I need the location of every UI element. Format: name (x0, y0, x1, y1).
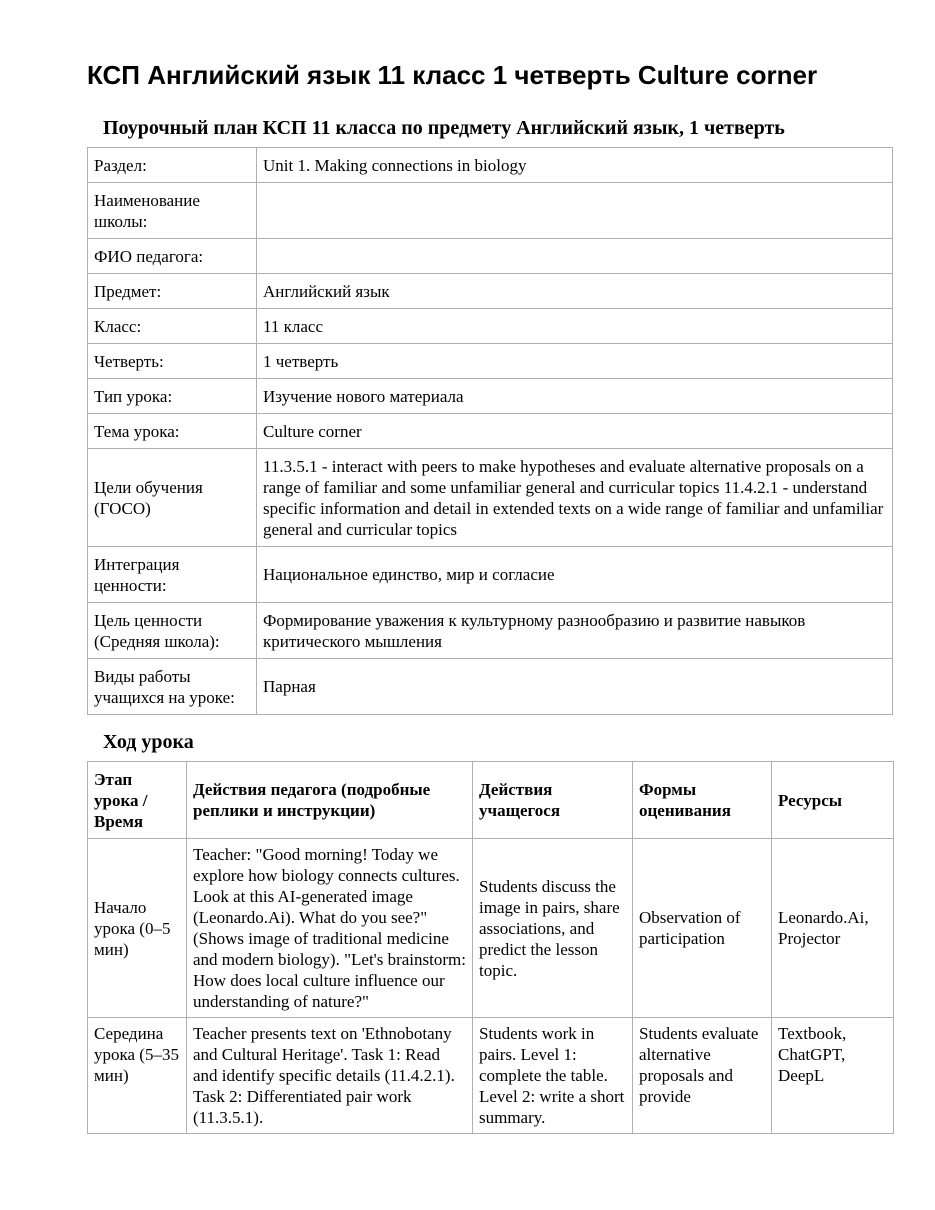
info-row-topic (88, 414, 893, 449)
info-row-subject (88, 274, 893, 309)
plan-info-table (87, 147, 893, 715)
info-row-value-goal (88, 603, 893, 659)
info-row-grade (88, 309, 893, 344)
info-row-quarter (88, 344, 893, 379)
info-value (257, 239, 893, 274)
info-value: Изучение нового материала (257, 379, 893, 414)
cell-student-actions: Students discuss the image in pairs, share associations, and predict the lesson topic. (473, 839, 633, 1018)
cell-teacher-actions: Teacher: "Good morning! Today we explore how biology connects cultures. Look at this AI-generated image (Leonardo.Ai). What do you see?" (Shows image of traditional medicine and modern biology). "Let's brainstorm: How does local culture influence our understanding of nature?" (187, 839, 473, 1018)
info-value: Национальное единство, мир и согласие (257, 547, 893, 603)
info-value: Английский язык (257, 274, 893, 309)
lesson-progress-table (87, 761, 894, 1134)
cell-resources: Textbook, ChatGPT, DeepL (772, 1018, 894, 1134)
header-resources: Ресурсы (772, 762, 894, 839)
info-value (257, 183, 893, 239)
cell-assessment: Students evaluate alternative proposals and provide (633, 1018, 772, 1134)
lesson-row-start (88, 839, 894, 1018)
info-row-teacher (88, 239, 893, 274)
info-value: 1 четверть (257, 344, 893, 379)
page-title: КСП Английский язык 11 класс 1 четверть Culture corner (87, 60, 818, 90)
info-value: 11.3.5.1 - interact with peers to make hypotheses and evaluate alternative proposals on a range of familiar and some unfamiliar general and curricular topics 11.4.2.1 - understand specific information and detail in extended texts on a wide range of familiar and unfamiliar general and curricular topics (257, 449, 893, 547)
lesson-row-middle (88, 1018, 894, 1134)
header-stage: Этап урока / Время (88, 762, 187, 839)
info-label: Виды работы учащихся на уроке: (88, 659, 257, 715)
cell-assessment: Observation of participation (633, 839, 772, 1018)
info-row-section (88, 148, 893, 183)
info-label: Наименование школы: (88, 183, 257, 239)
lesson-header-row (88, 762, 894, 839)
info-label: Цели обучения (ГОСО) (88, 449, 257, 547)
header-teacher-actions: Действия педагога (подробные реплики и инструкции) (187, 762, 473, 839)
header-student-actions: Действия учащегося (473, 762, 633, 839)
cell-student-actions: Students work in pairs. Level 1: complete the table. Level 2: write a short summary. (473, 1018, 633, 1134)
info-label: Тема урока: (88, 414, 257, 449)
plan-subtitle: Поурочный план КСП 11 класса по предмету Английский язык, 1 четверть (103, 117, 785, 139)
info-label: Четверть: (88, 344, 257, 379)
info-row-lesson-type (88, 379, 893, 414)
info-row-objectives (88, 449, 893, 547)
info-label: Цель ценности (Средняя школа): (88, 603, 257, 659)
info-label: Класс: (88, 309, 257, 344)
info-label: ФИО педагога: (88, 239, 257, 274)
lesson-section-title: Ход урока (103, 731, 194, 753)
info-row-work-types (88, 659, 893, 715)
cell-stage: Середина урока (5–35 мин) (88, 1018, 187, 1134)
info-value: Формирование уважения к культурному разнообразию и развитие навыков критического мышления (257, 603, 893, 659)
info-value: Culture corner (257, 414, 893, 449)
info-label: Предмет: (88, 274, 257, 309)
info-label: Интеграция ценности: (88, 547, 257, 603)
header-assessment: Формы оценивания (633, 762, 772, 839)
info-label: Раздел: (88, 148, 257, 183)
info-row-value-integration (88, 547, 893, 603)
info-value: 11 класс (257, 309, 893, 344)
cell-teacher-actions: Teacher presents text on 'Ethnobotany and Cultural Heritage'. Task 1: Read and identify specific details (11.4.2.1). Task 2: Differentiated pair work (11.3.5.1). (187, 1018, 473, 1134)
info-label: Тип урока: (88, 379, 257, 414)
cell-stage: Начало урока (0–5 мин) (88, 839, 187, 1018)
info-row-school (88, 183, 893, 239)
cell-resources: Leonardo.Ai, Projector (772, 839, 894, 1018)
info-value: Unit 1. Making connections in biology (257, 148, 893, 183)
info-value: Парная (257, 659, 893, 715)
